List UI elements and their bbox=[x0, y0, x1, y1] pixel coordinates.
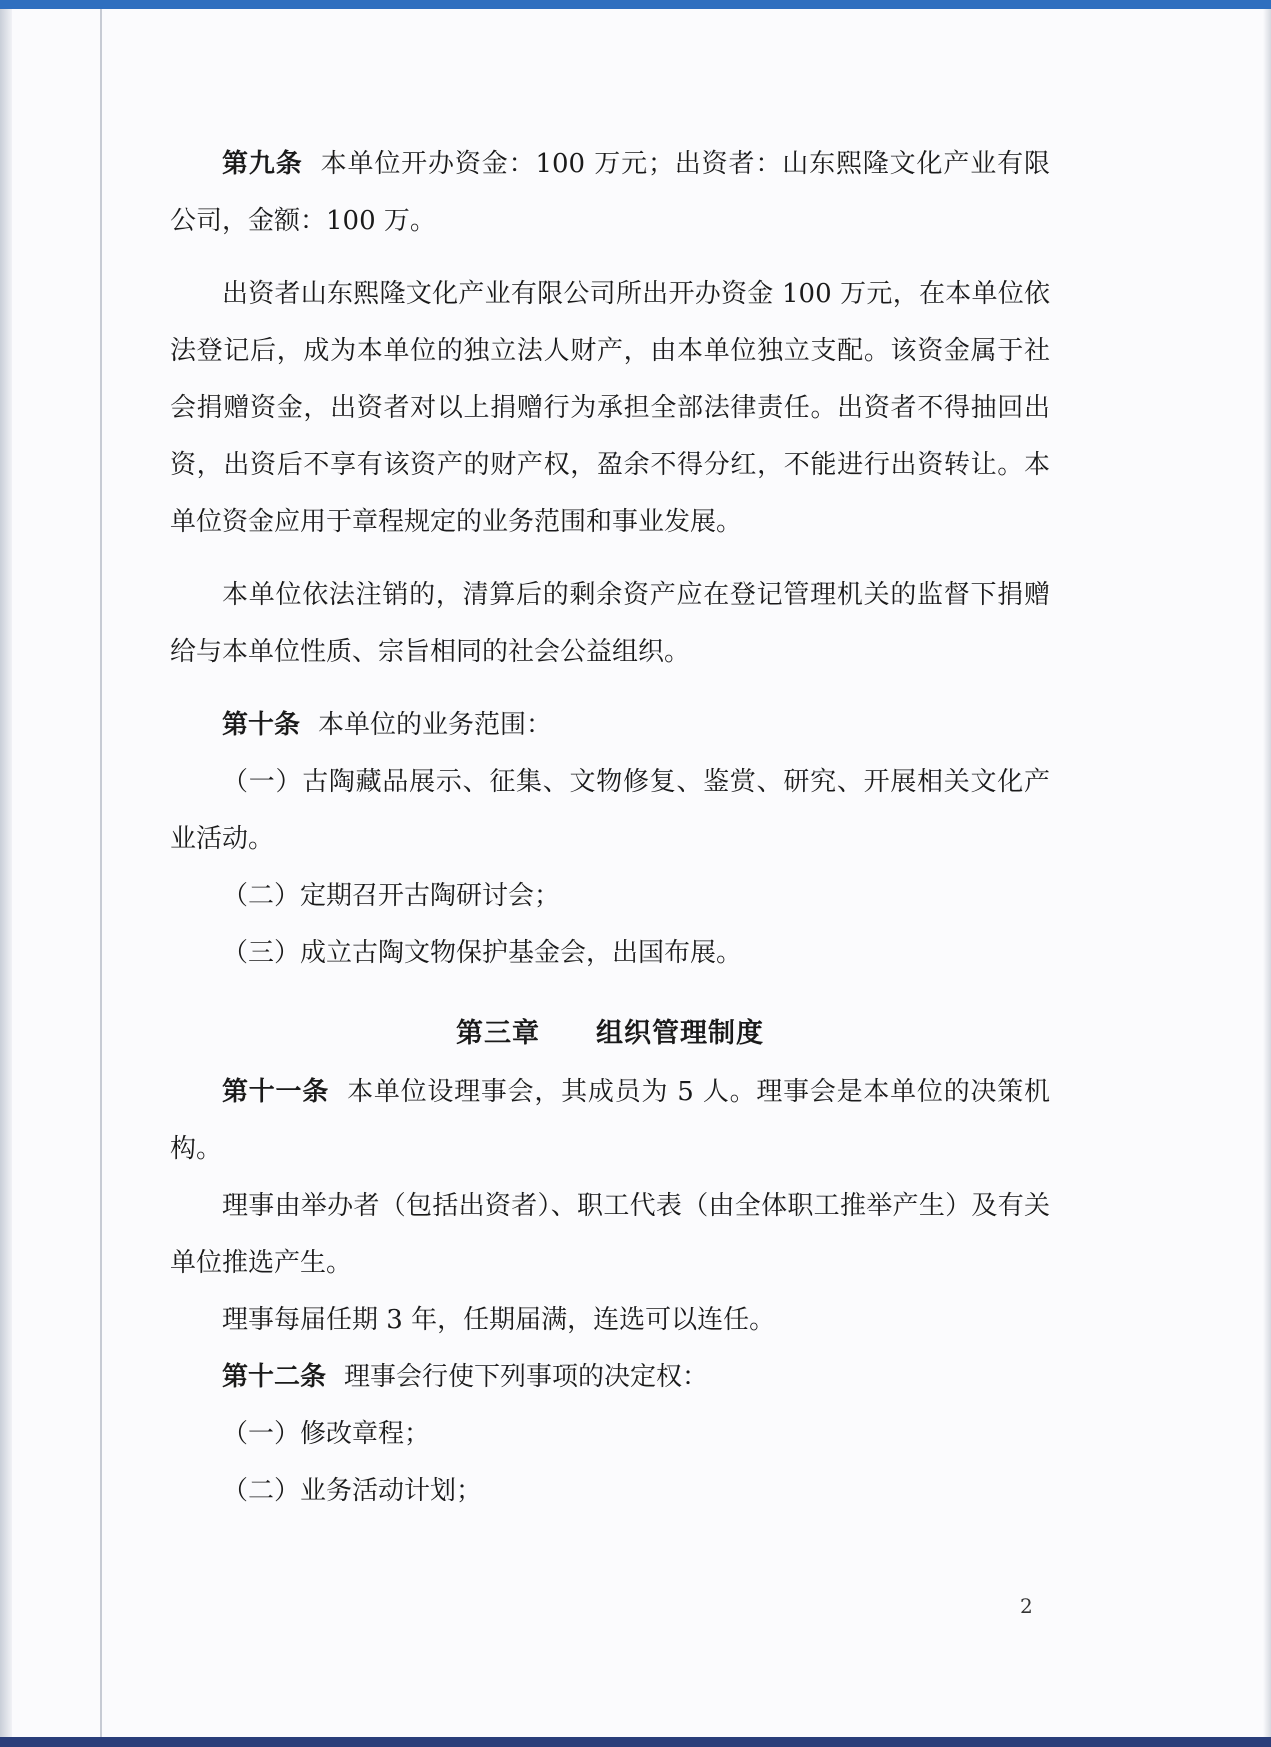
chapter-heading bbox=[170, 1004, 1050, 1064]
article-11-label: 第十一条 bbox=[222, 1077, 330, 1107]
page-fold-line bbox=[100, 9, 102, 1737]
article-10-item-2: （二）定期召开古陶研讨会； bbox=[222, 881, 561, 911]
scan-edge-top bbox=[0, 0, 1271, 9]
article-12-item-2: （二）业务活动计划； bbox=[222, 1476, 483, 1506]
chapter-title: 组织管理制度 bbox=[596, 1018, 764, 1049]
article-10-text: 本单位的业务范围： bbox=[318, 710, 553, 740]
article-12-item-1: （一）修改章程； bbox=[222, 1419, 431, 1449]
article-11-text: 本单位设理事会，其成员为 5 人。理事会是本单位的决策机构。 bbox=[170, 1077, 1050, 1164]
article-11 bbox=[170, 1064, 1050, 1178]
article-11-term-paragraph: 理事每届任期 3 年，任期届满，连选可以连任。 bbox=[222, 1305, 776, 1335]
article-10-label: 第十条 bbox=[222, 710, 301, 740]
article-9-funding-paragraph: 出资者山东熙隆文化产业有限公司所出开办资金 100 万元，在本单位依法登记后，成为本单位的独立法人财产，由本单位独立支配。该资金属于社会捐赠资金，出资者对以上捐赠行为承担全部法律责任。出资者不得抽回出资，出资后不享有该资产的财产权，盈余不得分红，不能进行出资转让。本单位资金应用于章程规定的业务范围和事业发展。 bbox=[170, 279, 1050, 537]
article-12-text: 理事会行使下列事项的决定权： bbox=[344, 1362, 709, 1392]
article-10-item-3: （三）成立古陶文物保护基金会，出国布展。 bbox=[222, 938, 743, 968]
article-12 bbox=[170, 1349, 1050, 1406]
article-10 bbox=[170, 697, 1050, 754]
page-number: 2 bbox=[1020, 1594, 1033, 1618]
article-9-dissolution-paragraph: 本单位依法注销的，清算后的剩余资产应在登记管理机关的监督下捐赠给与本单位性质、宗旨相同的社会公益组织。 bbox=[170, 580, 1050, 667]
article-11-directors-paragraph: 理事由举办者（包括出资者）、职工代表（由全体职工推举产生）及有关单位推选产生。 bbox=[170, 1191, 1050, 1278]
document-page bbox=[170, 136, 1050, 1520]
article-12-label: 第十二条 bbox=[222, 1362, 327, 1392]
article-9 bbox=[170, 136, 1050, 250]
article-9-label: 第九条 bbox=[222, 149, 303, 179]
article-9-text: 本单位开办资金：100 万元；出资者：山东熙隆文化产业有限公司，金额：100 万。 bbox=[170, 149, 1050, 236]
scan-shadow-left bbox=[0, 9, 12, 1737]
article-10-item-1: （一）古陶藏品展示、征集、文物修复、鉴赏、研究、开展相关文化产业活动。 bbox=[170, 767, 1050, 854]
scan-edge-bottom bbox=[0, 1737, 1271, 1747]
scan-shadow-right bbox=[1263, 9, 1271, 1737]
chapter-number: 第三章 bbox=[456, 1018, 540, 1049]
